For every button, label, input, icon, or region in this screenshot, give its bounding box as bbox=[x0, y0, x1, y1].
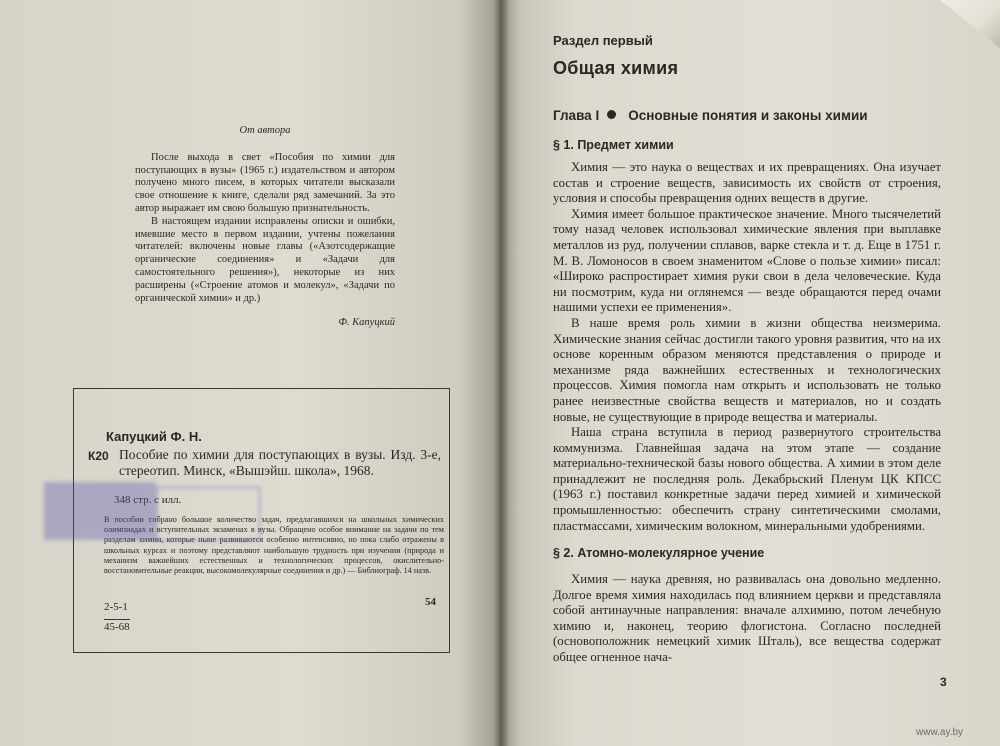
section-label: Раздел первый bbox=[553, 33, 653, 48]
chapter-heading bbox=[553, 108, 868, 123]
paragraph-body bbox=[553, 160, 941, 534]
ink-stamp-frame bbox=[155, 486, 261, 542]
bullet-icon bbox=[607, 110, 616, 119]
body-paragraph: Химия имеет большое практическое значение. Много тысячелетий тому назад человек использовал химические явления при выплавке металлов из руд, получении сплавов, варке стекла и т. д. Еще в 1751 г. М. В. Ломоносов в своем знаменитом «Слове о пользе химии» писал: «Широко распростирает химия руки свои в дела человеческие. Куда ни посмотрим, куда ни оглянемся — везде обращаются перед очами нашими успехи ее применения». bbox=[553, 206, 941, 315]
body-paragraph: Наша страна вступила в период развернутого строительства коммунизма. Главнейшая задача на этом этапе — создание материально-технической базы нового общества. А химии в этом деле принадлежит не последняя роль. Декабрьский Пленум ЦК КПСС (1963 г.) поставил конкретные задачи перед химией и химической промышленностью: обеспечить страну синтетическими смолами, пластмассами, химическим волокном, минеральными удобрениями. bbox=[553, 425, 941, 533]
body-paragraph: Химия — наука древняя, но развивалась она довольно медленно. Долгое время химия находилась под влиянием церкви и представляла собой антинаучные направления: вначале алхимию, потом лечебную химию и, наконец, теорию флогистона. Согласно последней (основоположник немецкий химик Шталь), все вещества содержат общее огненное нача- bbox=[553, 572, 941, 664]
ink-stamp bbox=[44, 482, 156, 540]
catalog-author: Капуцкий Ф. Н. bbox=[106, 429, 202, 444]
paragraph-body bbox=[553, 572, 941, 666]
page-number: 3 bbox=[940, 675, 947, 689]
catalog-index-top: 2-5-1 bbox=[104, 601, 128, 613]
book-spine bbox=[493, 0, 509, 746]
paragraph-heading: § 2. Атомно-молекулярное учение bbox=[553, 546, 765, 560]
chapter-label: Глава I bbox=[553, 108, 600, 123]
author-note-title: От автора bbox=[239, 125, 291, 136]
catalog-annotation: В пособии собрано большое количество задач, предлагавшихся на школьных химических олимпиадах и вступительных экзаменах в вузы. Обращено особое внимание на задачи по тем разделам химии, которые ныне развиваются особенно интенсивно, но пока слабо отражены в школьных курсах и поэтому представляют наибольшую трудность при изучении (природа и механизм важнейших естественных и технологических процессов, окислительно-восстановительные реакции, высокомолекулярные соединения и др.) — Библиограф. 14 назв. bbox=[104, 515, 444, 576]
body-paragraph: В наше время роль химии в жизни общества неизмерима. Химические знания сейчас достигли такого уровня развития, что на их основе коренным образом меняются представления о природе и механизме ряда важнейших естественных и технологических процессов. Химия помогла нам открыть и использовать не только ранее неизвестные свойства веществ и материалов, но и создать новые, не существующие в природе вещества и материалы. bbox=[553, 315, 941, 424]
catalog-index-bottom: 45-68 bbox=[104, 621, 130, 633]
body-paragraph: Химия — это наука о веществах и их превращениях. Она изучает состав и строение веществ, зависимость их свойств от строения, условия и способы превращения одних веществ в другие. bbox=[553, 160, 941, 206]
author-note-paragraph: В настоящем издании исправлены описки и ошибки, имевшие место в первом издании, учтены пожелания читателей: включены новые главы («Азотсодержащие органические соединения» и «Задачи для самостоятельного решения»), некоторые из них расширены («Строение атомов и молекул», «Задачи по органической химии» и др.) bbox=[135, 215, 395, 304]
catalog-code: К20 bbox=[88, 449, 109, 463]
watermark: www.ay.by bbox=[916, 727, 964, 738]
author-note-paragraph: После выхода в свет «Пособия по химии для поступающих в вузы» (1965 г.) издательством и автором получено много писем, в которых читатели высказали свое отношение к книге, сделали ряд замечаний. За это автор выражает им свою большую признательность. bbox=[135, 151, 395, 214]
catalog-description: Пособие по химии для поступающих в вузы. Изд. 3-е, стереотип. Минск, «Вышэйш. школа», 1968. bbox=[119, 447, 441, 478]
catalog-number: 54 bbox=[425, 596, 436, 608]
author-note bbox=[135, 125, 395, 330]
section-title: Общая химия bbox=[553, 58, 679, 78]
chapter-title: Основные понятия и законы химии bbox=[628, 108, 868, 123]
paragraph-heading: § 1. Предмет химии bbox=[553, 138, 674, 152]
author-signature: Ф. Капуцкий bbox=[338, 317, 395, 329]
catalog-pages: 348 стр. с илл. bbox=[114, 494, 182, 506]
